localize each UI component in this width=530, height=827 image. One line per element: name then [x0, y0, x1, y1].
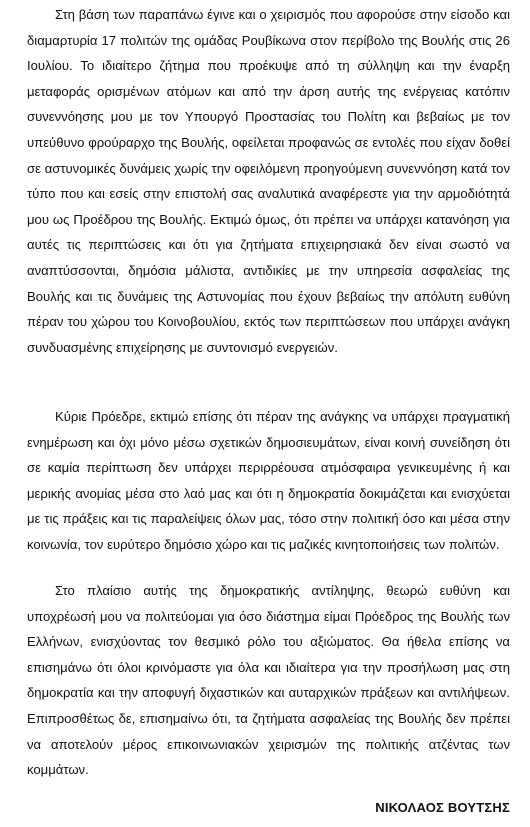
- body-paragraph-3: Στο πλαίσιο αυτής της δημοκρατικής αντίληψης, θεωρώ ευθύνη και υποχρέωσή μου να πολιτεύομαι για όσο διάστημα είμαι Πρόεδρος της Βουλής των Ελλήνων, ενισχύοντας τον θεσμικό ρόλο του αξιώματος. Θα ήθελα επίσης να επισημάνω ότι όλοι κρινόμαστε για όλα και ιδιαίτερα για την προσήλωση μας στη δημοκρατία και την αποφυγή διχαστικών και αυταρχικών πράξεων και αντιλήψεων. Επιπροσθέτως δε, επισημαίνω ότι, τα ζητήματα ασφαλείας της Βουλής δεν πρέπει να αποτελούν μέρος επικοινωνιακών χειρισμών της πολιτικής ατζέντας των κομμάτων.: [27, 583, 510, 778]
- signature-name: ΝΙΚΟΛΑΟΣ ΒΟΥΤΣΗΣ: [375, 800, 510, 815]
- body-paragraph-1: Στη βάση των παραπάνω έγινε και ο χειρισμός που αφορούσε στην είσοδο και διαμαρτυρία 17 πολιτών της ομάδας Ρουβίκωνα στον περίβολο της Βουλής στις 26 Ιουλίου. Το ιδιαίτερο ζήτημα που προέκυψε από τη σύλληψη και την έναρξη μεταφοράς ορισμένων ατόμων και από την άρση αυτής της ενέργειας κατόπιν συνεννόησης μου με τον Υπουργό Προστασίας του Πολίτη και βεβαίως με τον υπεύθυνο φρούραρχο της Βουλής, οφείλεται προφανώς σε εντολές που είχαν δοθεί σε αστυνομικές δυνάμεις χωρίς την οφειλόμενη προηγούμενη συνεννόηση κατά τον τύπο που και εσείς στην επιστολή σας αναλυτικά αναφέρεστε για την αρμοδιότητά μου ως Προέδρου της Βουλής. Εκτιμώ όμως, ότι πρέπει να υπάρχει κατανόηση για αυτές τις περιπτώσεις και ότι για ζητήματα επιχειρησιακά δεν είναι σωστό να αναπτύσσονται, δημόσια μάλιστα, αντιδικίες με την υπηρεσία ασφαλείας της Βουλής και τις δυνάμεις της Αστυνομίας που έχουν βεβαίως την απόλυτη ευθύνη πέραν του χώρου του Κοινοβουλίου, εκτός των περιπτώσεων που υπάρχει ανάγκη συνδυασμένης επιχείρησης με συντονισμό ενεργειών.: [27, 7, 510, 355]
- body-paragraph-2: Κύριε Πρόεδρε, εκτιμώ επίσης ότι πέραν της ανάγκης να υπάρχει πραγματική ενημέρωση και όχι μόνο μέσω σχετικών δημοσιευμάτων, είναι κοινή συνείδηση ότι σε καμία περίπτωση δεν υπάρχει περιρρέουσα ατμόσφαιρα γενικευμένης ή και μερικής ανομίας μέσα στο λαό μας και ότι η δημοκρατία δοκιμάζεται και ενισχύεται με τις πράξεις και τις παραλείψεις όλων μας, τόσο στην πολιτική όσο και μέσα στην κοινωνία, τον ευρύτερο δημόσιο χώρο και τις μαζικές κινητοποιήσεις των πολιτών.: [27, 409, 510, 552]
